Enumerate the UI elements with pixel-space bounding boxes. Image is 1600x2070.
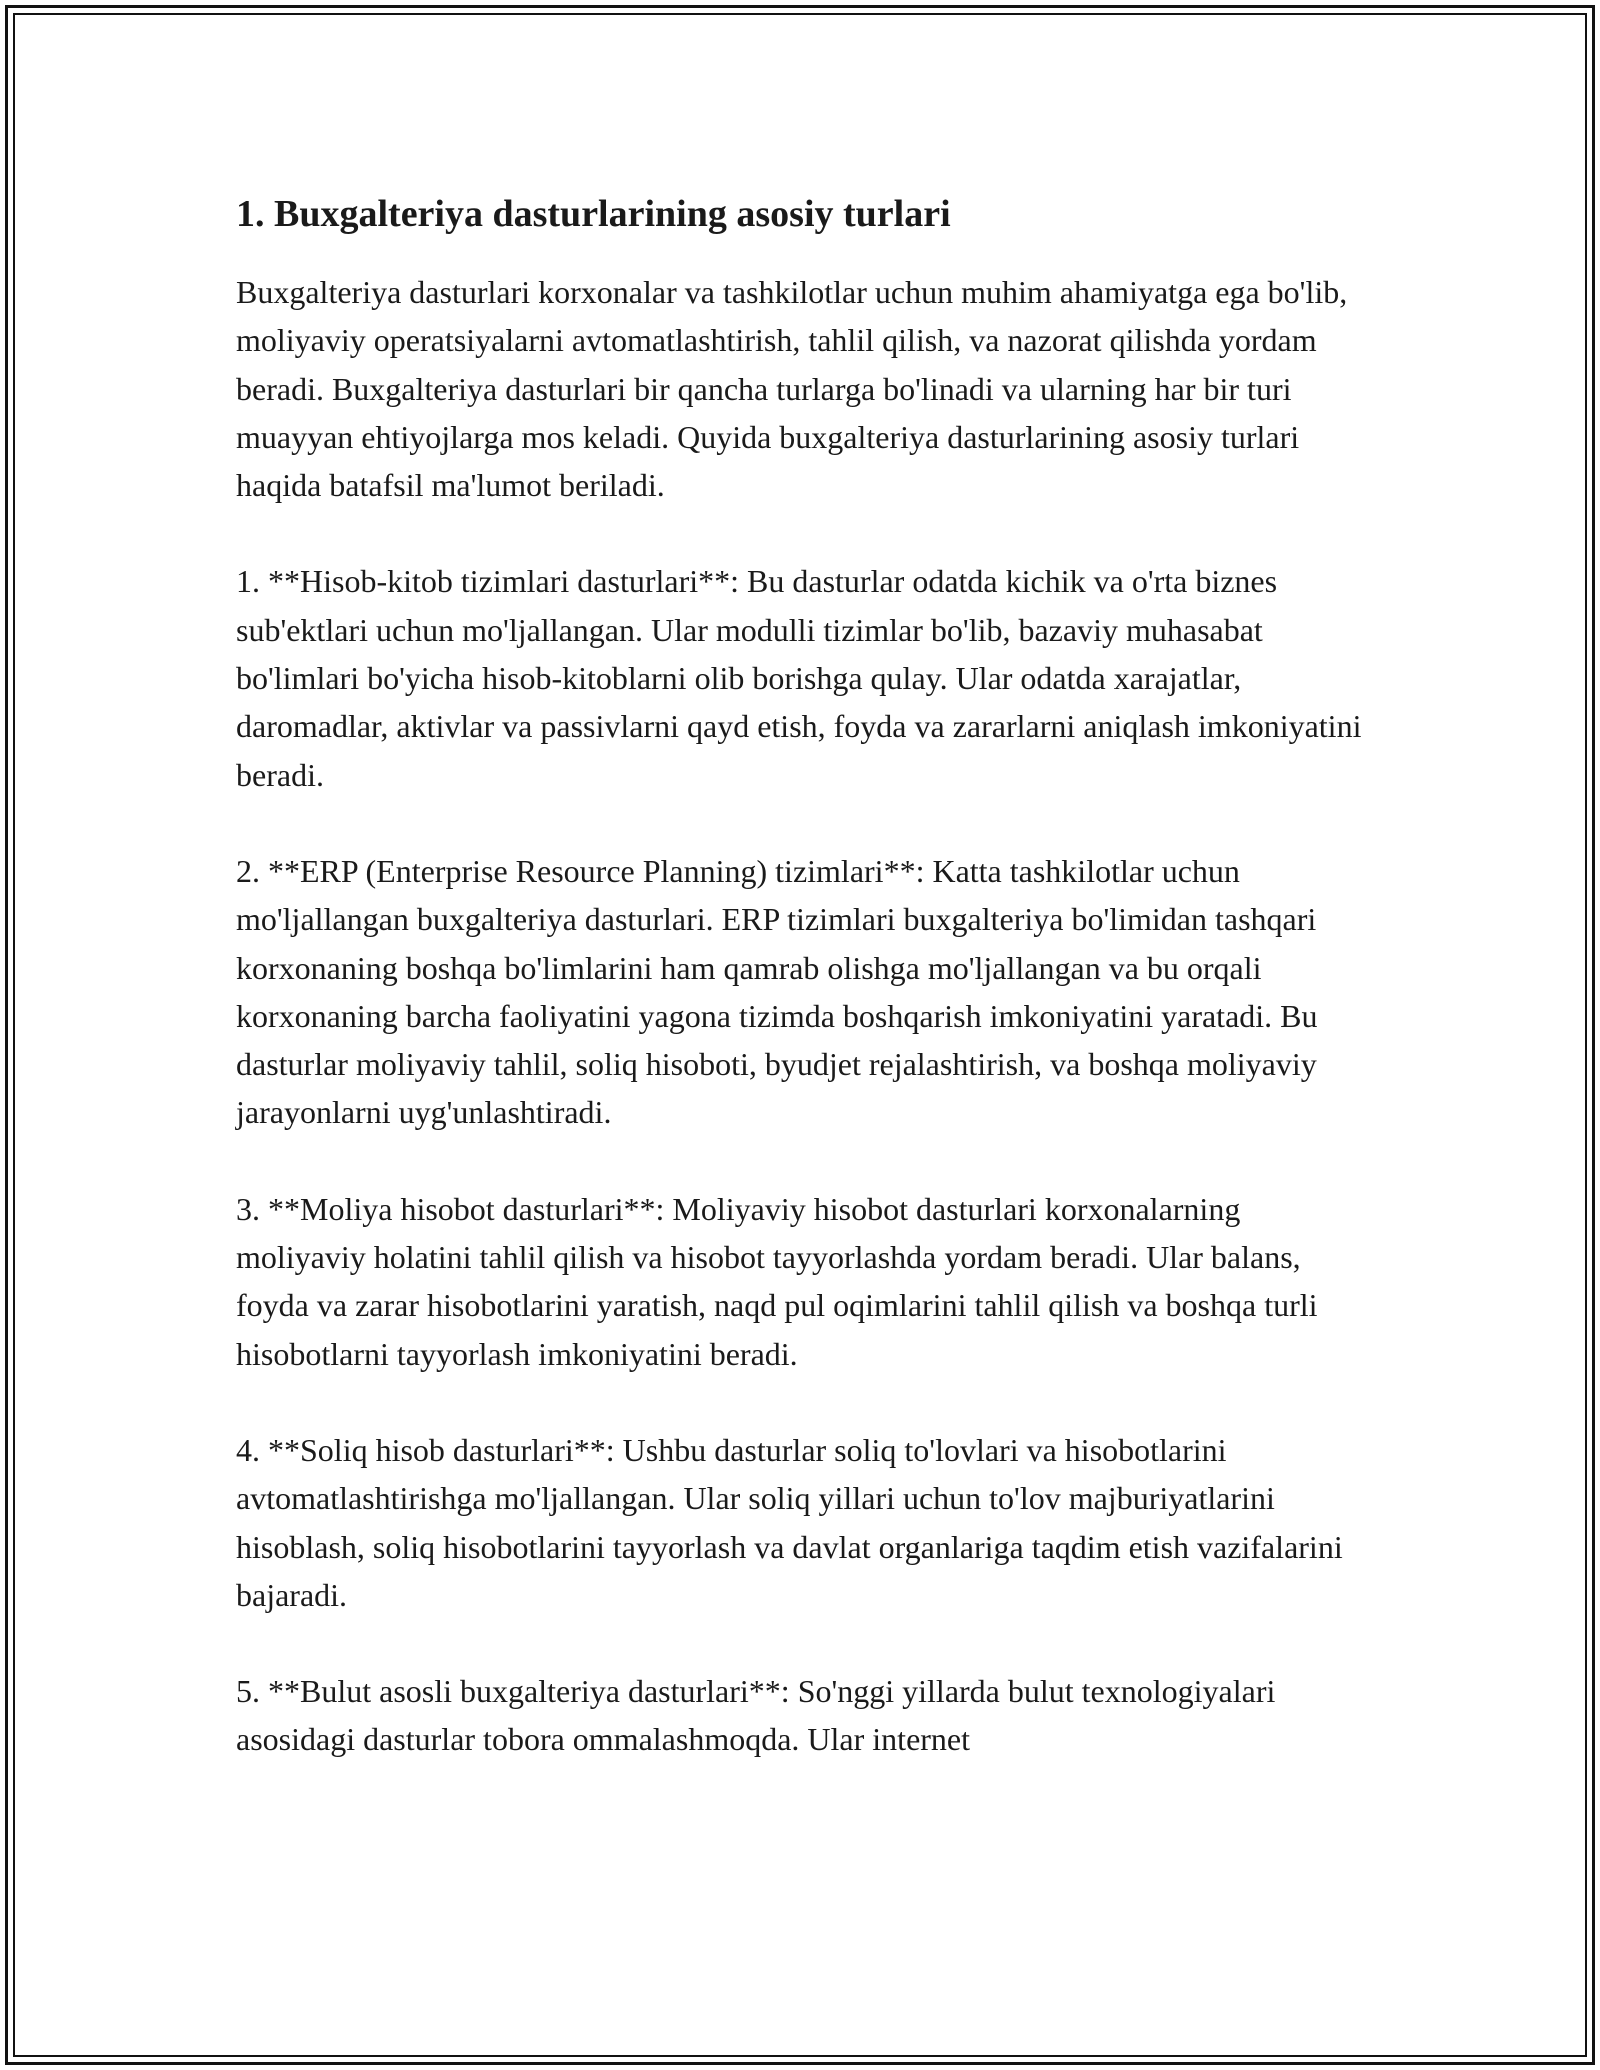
section-heading: 1. Buxgalteriya dasturlarining asosiy turlari [236, 193, 951, 235]
paragraph-hisob-kitob: 1. **Hisob-kitob tizimlari dasturlari**: Bu dasturlar odatda kichik va o'rta biznes sub'ektlari uchun mo'ljallangan. Ular modulli tizimlar bo'lib, bazaviy muhasabat bo'limlari bo'yicha hisob-kitoblarni olib borishga qulay. Ular odatda xarajatlar, daromadlar, aktivlar va passivlarni qayd etish, foyda va zararlarni aniqlash imkoniyatini beradi. [236, 563, 1362, 793]
paragraph-soliq-hisob: 4. **Soliq hisob dasturlari**: Ushbu dasturlar soliq to'lovlari va hisobotlarini avtomatlashtirishga mo'ljallangan. Ular soliq yillari uchun to'lov majburiyatlarini hisoblash, soliq hisobotlarini tayyorlash va davlat organlariga taqdim etish vazifalarini bajaradi. [236, 1431, 1343, 1613]
document-page [236, 186, 1366, 1812]
intro-paragraph: Buxgalteriya dasturlari korxonalar va tashkilotlar uchun muhim ahamiyatga ega bo'lib, moliyaviy operatsiyalarni avtomatlashtirish, tahlil qilish, va nazorat qilishda yordam beradi. Buxgalteriya dasturlari bir qancha turlarga bo'linadi va ularning har bir turi muayyan ehtiyojlarga mos keladi. Quyida buxgalteriya dasturlarining asosiy turlari haqida batafsil ma'lumot beriladi. [236, 274, 1348, 504]
paragraph-erp: 2. **ERP (Enterprise Resource Planning) tizimlari**: Katta tashkilotlar uchun mo'ljallangan buxgalteriya dasturlari. ERP tizimlari buxgalteriya bo'limidan tashqari korxonaning boshqa bo'limlarini ham qamrab olishga mo'ljallangan va bu orqali korxonaning barcha faoliyatini yagona tizimda boshqarish imkoniyatini yaratadi. Bu dasturlar moliyaviy tahlil, soliq hisoboti, byudjet rejalashtirish, va boshqa moliyaviy jarayonlarni uyg'unlashtiradi. [236, 852, 1318, 1131]
paragraph-bulut: 5. **Bulut asosli buxgalteriya dasturlari**: So'nggi yillarda bulut texnologiyalari asosidagi dasturlar tobora ommalashmoqda. Ular internet [236, 1673, 1276, 1758]
paragraph-moliya-hisobot: 3. **Moliya hisobot dasturlari**: Moliyaviy hisobot dasturlari korxonalarning moliyaviy holatini tahlil qilish va hisobot tayyorlashda yordam beradi. Ular balans, foyda va zarar hisobotlarini yaratish, naqd pul oqimlarini tahlil qilish va boshqa turli hisobotlarni tayyorlash imkoniyatini beradi. [236, 1190, 1318, 1372]
